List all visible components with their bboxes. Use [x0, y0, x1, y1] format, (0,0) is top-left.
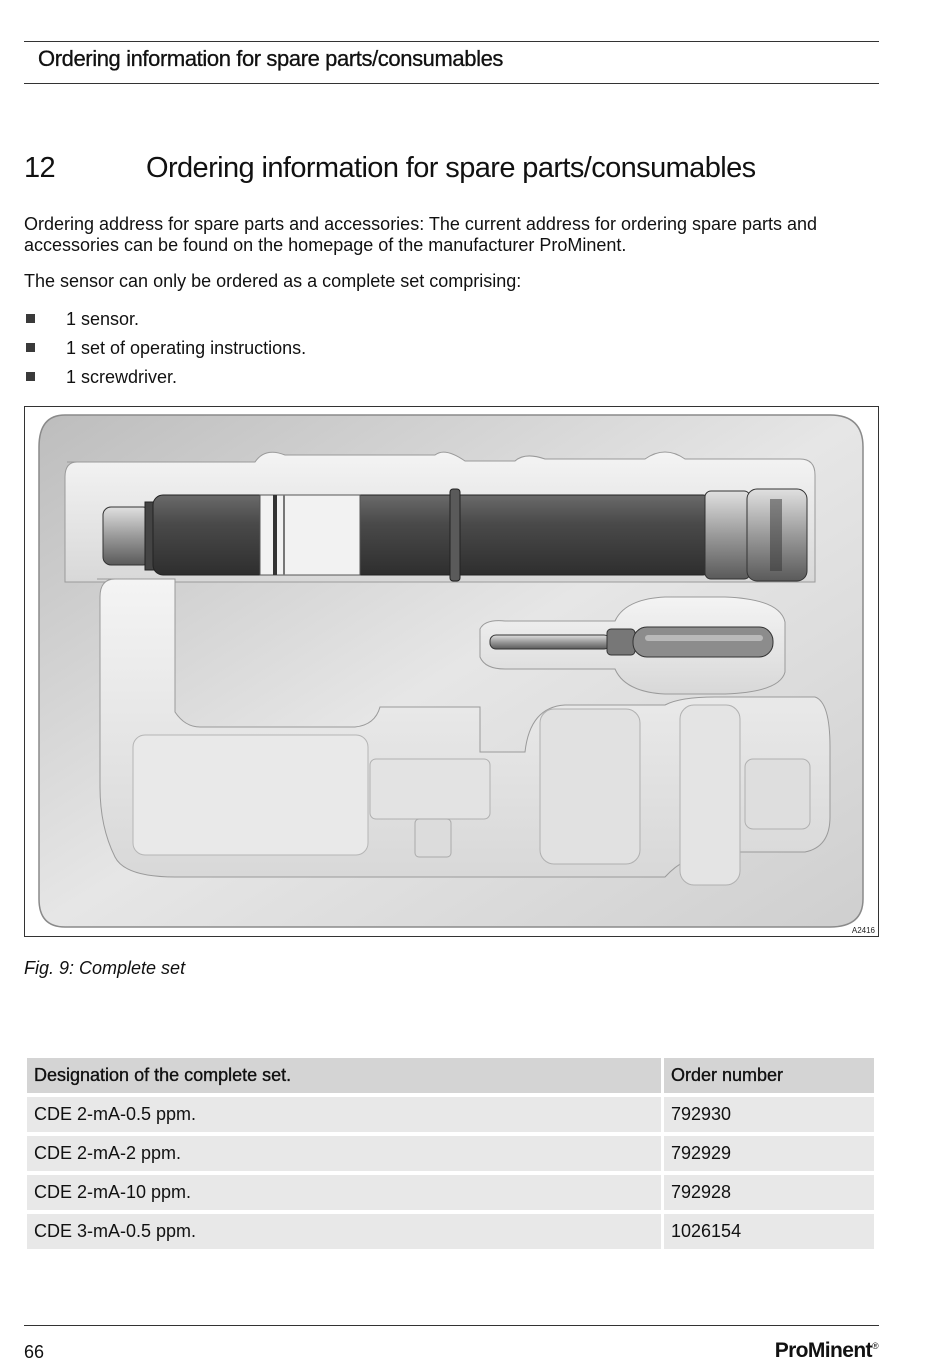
running-header: Ordering information for spare parts/consumables	[38, 46, 504, 71]
order-number-cell: 792928	[664, 1175, 874, 1210]
complete-set-figure	[24, 406, 879, 937]
designation-cell: CDE 2-mA-10 ppm.	[27, 1175, 661, 1210]
bullet-square-icon	[26, 372, 35, 381]
list-item: 1 sensor.	[24, 306, 306, 335]
bullet-square-icon	[26, 314, 35, 323]
bullet-square-icon	[26, 343, 35, 352]
ordering-address-paragraph: Ordering address for spare parts and accessories: The current address for ordering spare parts and accessories can be found on the homepage of the manufacturer ProMinent.	[24, 214, 818, 255]
order-number-cell: 792930	[664, 1097, 874, 1132]
table-row	[27, 1175, 874, 1210]
order-number-cell: 1026154	[664, 1214, 874, 1249]
list-item: 1 set of operating instructions.	[24, 335, 306, 364]
designation-cell: CDE 3-mA-0.5 ppm.	[27, 1214, 661, 1249]
table-header-row	[27, 1058, 874, 1093]
table-row	[27, 1136, 874, 1171]
set-contents-list	[24, 306, 306, 393]
table-row	[27, 1214, 874, 1249]
column-header-order-number: Order number	[664, 1058, 874, 1093]
list-item: 1 screwdriver.	[24, 364, 306, 393]
brand-logo: ProMinent®	[774, 1339, 878, 1362]
section-number: 12	[24, 152, 56, 184]
complete-set-note: The sensor can only be ordered as a complete set comprising:	[24, 271, 522, 291]
page-number: 66	[24, 1342, 45, 1362]
table-row	[27, 1097, 874, 1132]
section-title: Ordering information for spare parts/consumables	[146, 152, 756, 184]
column-header-designation: Designation of the complete set.	[27, 1058, 661, 1093]
order-number-cell: 792929	[664, 1136, 874, 1171]
designation-cell: CDE 2-mA-0.5 ppm.	[27, 1097, 661, 1132]
order-table	[24, 1054, 877, 1253]
header-bottom-rule	[24, 83, 879, 84]
header-top-rule	[24, 41, 879, 42]
figure-reference: A2416	[851, 926, 875, 935]
figure-caption: Fig. 9: Complete set	[24, 958, 186, 978]
complete-set-illustration	[25, 407, 878, 936]
designation-cell: CDE 2-mA-2 ppm.	[27, 1136, 661, 1171]
footer-rule	[24, 1325, 879, 1326]
